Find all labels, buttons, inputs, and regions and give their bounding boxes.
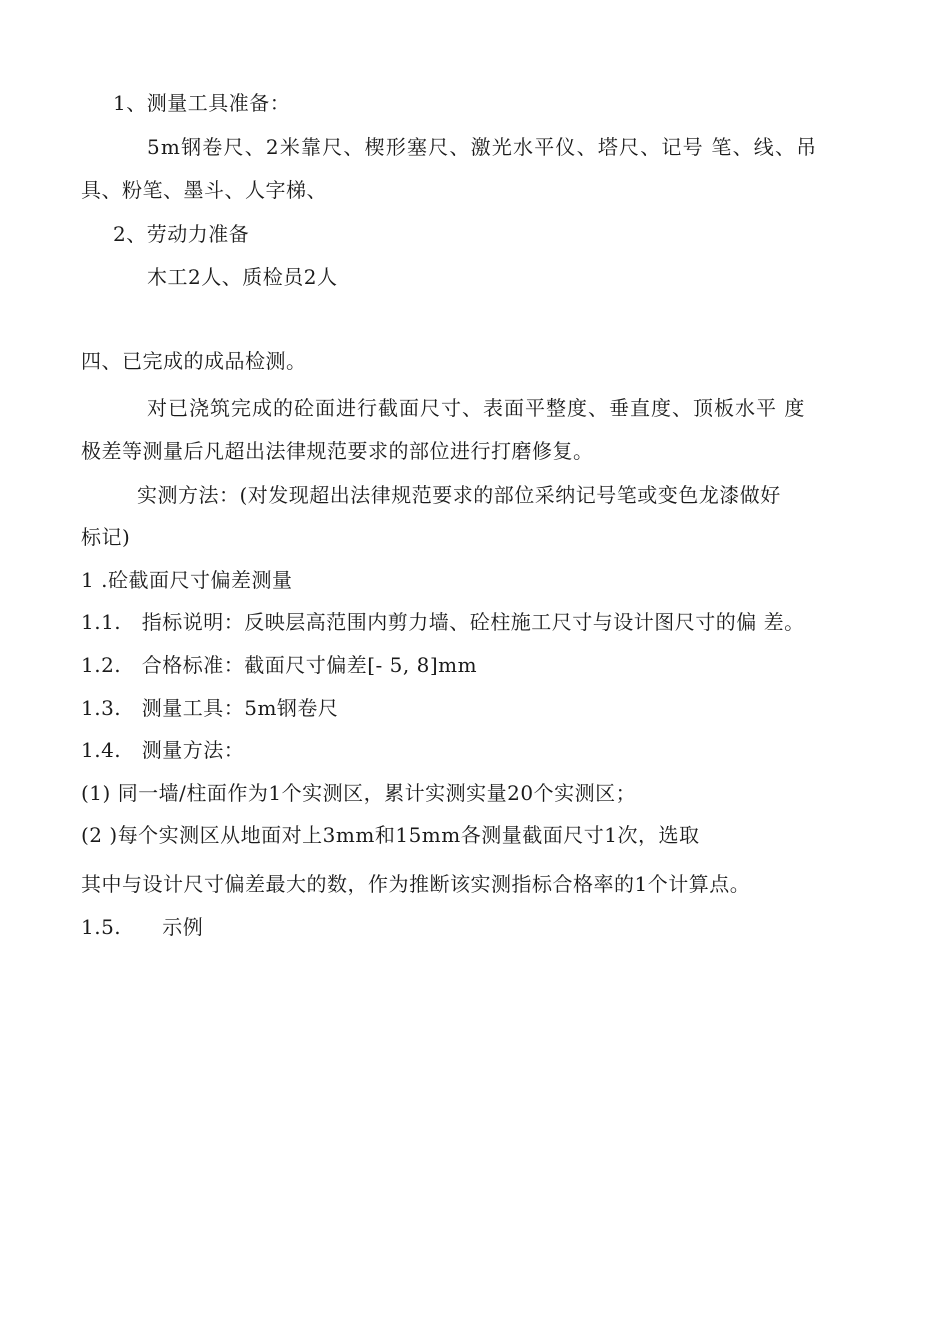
labor-detail: 木工2人、质检员2人 <box>147 265 338 289</box>
step-2: (2 )每个实测区从地面对上3mm和15mm各测量截面尺寸1次，选取 <box>81 823 700 847</box>
item-1-3: 1.3. 测量工具：5m钢卷尺 <box>81 696 339 720</box>
item-1-2: 1.2. 合格标准：截面尺寸偏差[- 5, 8]mm <box>81 653 478 677</box>
section-4-para-line-2: 极差等测量后凡超出法律规范要求的部位进行打磨修复。 <box>81 439 594 463</box>
section-4-heading: 四、已完成的成品检测。 <box>81 349 307 373</box>
tools-heading: 1、测量工具准备： <box>113 91 291 115</box>
item-1-title: 1 .砼截面尺寸偏差测量 <box>81 568 293 592</box>
item-1-5: 1.5. 示例 <box>81 915 204 939</box>
item-1-1: 1.1. 指标说明：反映层高范围内剪力墙、砼柱施工尺寸与设计图尺寸的偏 差。 <box>81 610 805 634</box>
tools-list-line-2: 具、粉笔、墨斗、人字梯、 <box>81 178 327 202</box>
tools-list-line-1: 5m钢卷尺、2米靠尺、楔形塞尺、激光水平仪、塔尺、记号 笔、线、吊 <box>147 135 818 159</box>
section-4-para-line-1: 对已浇筑完成的砼面进行截面尺寸、表面平整度、垂直度、顶板水平 度 <box>147 396 806 420</box>
labor-heading: 2、劳动力准备 <box>113 222 250 246</box>
step-3: 其中与设计尺寸偏差最大的数，作为推断该实测指标合格率的1个计算点。 <box>81 872 751 896</box>
method-line-1: 实测方法：(对发现超出法律规范要求的部位采纳记号笔或变色龙漆做好 <box>137 483 781 507</box>
item-1-4: 1.4. 测量方法： <box>81 738 245 762</box>
method-line-2: 标记) <box>81 525 131 549</box>
step-1: (1) 同一墙/柱面作为1个实测区，累计实测实量20个实测区； <box>81 781 637 805</box>
